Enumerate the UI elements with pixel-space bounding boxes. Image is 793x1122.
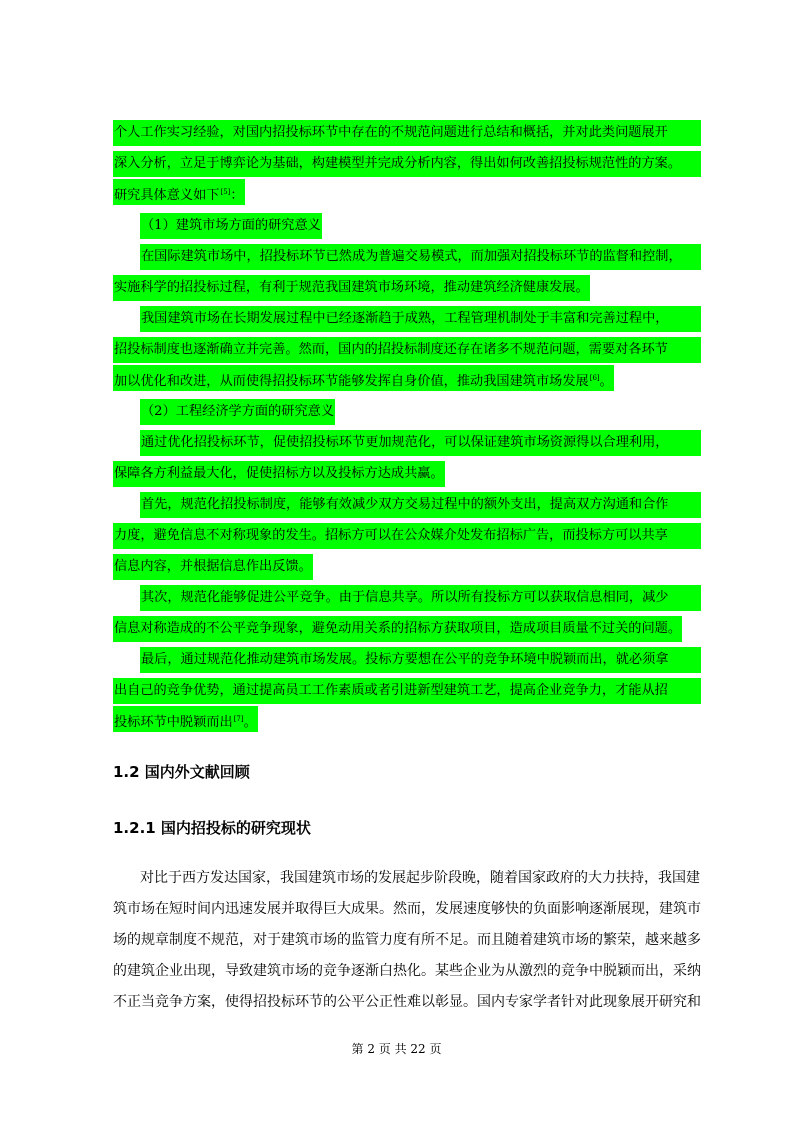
body-line: 场的规章制度不规范，对于建筑市场的监管力度有所不足。而且随着建筑市场的繁荣，越来越多	[113, 932, 701, 948]
highlighted-text: 信息内容，并根据信息作出反馈。	[113, 554, 313, 580]
paragraph-line	[113, 644, 701, 675]
paragraph-line	[113, 706, 701, 737]
highlighted-text: 个人工作实习经验，对国内招投标环节中存在的不规范问题进行总结和概括，并对此类问题展开	[113, 120, 701, 146]
subheading-line	[113, 396, 701, 427]
section-heading: 1.2 国内外文献回顾	[113, 763, 250, 781]
paragraph-line	[113, 675, 701, 706]
paragraph-line	[113, 334, 701, 365]
body-line: 对比于西方发达国家，我国建筑市场的发展起步阶段晚，随着国家政府的大力扶持，我国建	[140, 870, 700, 886]
body-line: 的建筑企业出现，导致建筑市场的竞争逐渐白热化。某些企业为从激烈的竞争中脱颖而出，采纳	[113, 963, 701, 979]
highlighted-text: 投标环节中脱颖而出[7]。	[113, 706, 258, 732]
paragraph-line	[113, 365, 701, 396]
highlighted-text: 首先，规范化招投标制度，能够有效减少双方交易过程中的额外支出，提高双方沟通和合作	[140, 492, 701, 518]
body-paragraph	[113, 863, 701, 1018]
paragraph-line	[113, 303, 701, 334]
body-line: 筑市场在短时间内迅速发展并取得巨大成果。然而，发展速度够快的负面影响逐渐展现，建筑市	[113, 901, 701, 917]
paragraph-line	[113, 272, 701, 303]
paragraph-line	[113, 427, 701, 458]
highlighted-text: 信息对称造成的不公平竞争现象，避免动用关系的招标方获取项目，造成项目质量不过关的问题。	[113, 616, 682, 642]
body-line: 不正当竞争方案，使得招投标环节的公平公正性难以彰显。国内专家学者针对此现象展开研究和	[113, 994, 701, 1010]
citation-ref: [7]	[233, 715, 244, 723]
paragraph-line	[113, 551, 701, 582]
subheading-line	[113, 210, 701, 241]
highlighted-text: 研究具体意义如下[5]：	[113, 179, 245, 205]
highlighted-text: 力度，避免信息不对称现象的发生。招标方可以在公众媒介处发布招标广告，而投标方可以共享	[113, 523, 701, 549]
citation-ref: [6]	[589, 374, 600, 382]
paragraph-line	[113, 148, 701, 179]
highlighted-text: 加以优化和改进，从而使得招投标环节能够发挥自身价值，推动我国建筑市场发展[6]。	[113, 365, 614, 391]
highlighted-subheading: （1）建筑市场方面的研究意义	[140, 213, 322, 239]
highlighted-text: 其次，规范化能够促进公平竞争。由于信息共享。所以所有投标方可以获取信息相同，减少	[140, 585, 701, 611]
paragraph-line	[113, 489, 701, 520]
paragraph-line	[113, 241, 701, 272]
highlighted-subheading: （2）工程经济学方面的研究意义	[140, 399, 335, 425]
paragraph-line	[113, 179, 701, 210]
highlighted-text: 招投标制度也逐渐确立并完善。然而，国内的招投标制度还存在诸多不规范问题，需要对各环节	[113, 337, 701, 363]
highlighted-text: 最后，通过规范化推动建筑市场发展。投标方要想在公平的竞争环境中脱颖而出，就必须拿	[140, 647, 701, 673]
subsection-heading: 1.2.1 国内招投标的研究现状	[113, 819, 311, 837]
paragraph-line	[113, 458, 701, 489]
paragraph-line	[113, 582, 701, 613]
citation-ref: [5]	[220, 188, 231, 196]
highlighted-content	[113, 117, 701, 737]
highlighted-text: 出自己的竞争优势，通过提高员工工作素质或者引进新型建筑工艺，提高企业竞争力，才能从招	[113, 678, 701, 704]
highlighted-text: 通过优化招投标环节，促使招投标环节更加规范化，可以保证建筑市场资源得以合理利用，	[140, 430, 701, 456]
paragraph-line	[113, 520, 701, 551]
highlighted-text: 深入分析，立足于博弈论为基础，构建模型并完成分析内容，得出如何改善招投标规范性的方案。	[113, 151, 701, 177]
highlighted-text: 保障各方利益最大化，促使招标方以及投标方达成共赢。	[113, 461, 445, 487]
highlighted-text: 在国际建筑市场中，招投标环节已然成为普遍交易模式，而加强对招投标环节的监督和控制，	[140, 244, 701, 270]
paragraph-line	[113, 117, 701, 148]
paragraph-line	[113, 613, 701, 644]
highlighted-text: 我国建筑市场在长期发展过程中已经逐渐趋于成熟，工程管理机制处于丰富和完善过程中，	[140, 306, 701, 332]
page-footer: 第 2 页 共 22 页	[351, 1042, 442, 1056]
highlighted-text: 实施科学的招投标过程，有利于规范我国建筑市场环境，推动建筑经济健康发展。	[113, 275, 590, 301]
